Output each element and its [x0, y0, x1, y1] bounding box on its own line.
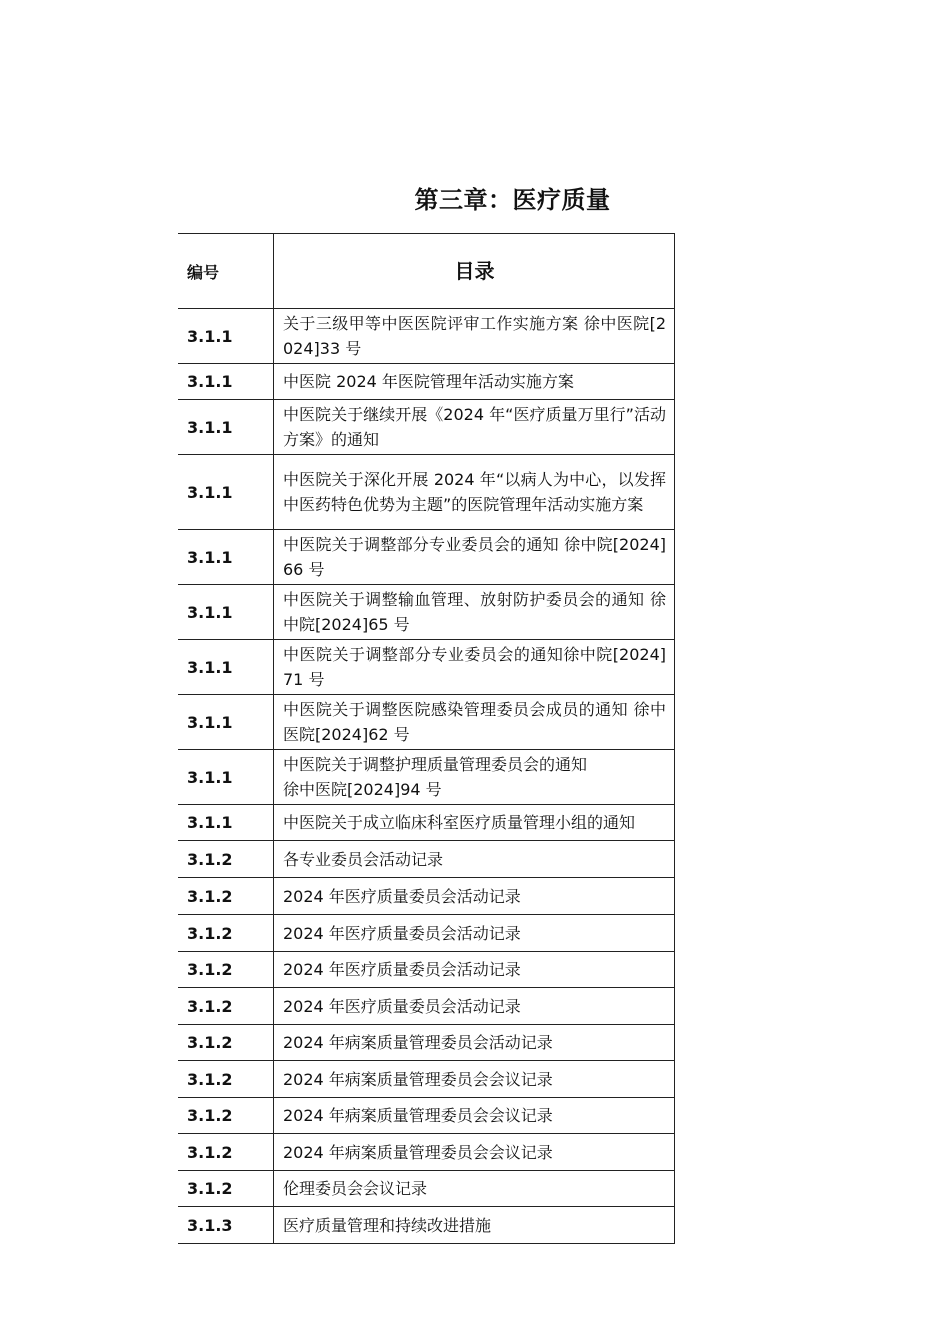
row-title: 2024 年病案质量管理委员会会议记录	[274, 1098, 675, 1134]
table-row	[178, 750, 675, 805]
page-title: 第三章：医疗质量	[414, 186, 611, 214]
row-number: 3.1.1	[178, 400, 274, 455]
table-row	[178, 988, 675, 1025]
row-number: 3.1.1	[178, 585, 274, 640]
table-row	[178, 1134, 675, 1171]
row-number: 3.1.1	[178, 805, 274, 841]
row-number: 3.1.2	[178, 1171, 274, 1207]
row-title: 2024 年医疗质量委员会活动记录	[274, 878, 675, 915]
table-row	[178, 1207, 675, 1244]
row-number: 3.1.2	[178, 915, 274, 952]
row-number: 3.1.2	[178, 1025, 274, 1061]
row-number: 3.1.2	[178, 1098, 274, 1134]
row-number: 3.1.2	[178, 1061, 274, 1098]
row-number: 3.1.1	[178, 750, 274, 805]
table-row	[178, 952, 675, 988]
row-title: 2024 年医疗质量委员会活动记录	[274, 915, 675, 952]
table-row	[178, 1025, 675, 1061]
table-row	[178, 585, 675, 640]
row-title: 中医院关于调整部分专业委员会的通知徐中院[2024]71 号	[274, 640, 675, 695]
row-number: 3.1.1	[178, 530, 274, 585]
row-title: 中医院关于调整护理质量管理委员会的通知 徐中医院[2024]94 号	[274, 750, 675, 805]
row-title: 关于三级甲等中医医院评审工作实施方案 徐中医院[2024]33 号	[274, 309, 675, 364]
row-number: 3.1.2	[178, 952, 274, 988]
table-row	[178, 1171, 675, 1207]
row-title: 2024 年医疗质量委员会活动记录	[274, 952, 675, 988]
contents-table	[178, 233, 675, 1244]
row-title: 2024 年病案质量管理委员会活动记录	[274, 1025, 675, 1061]
table-row	[178, 640, 675, 695]
table-row	[178, 364, 675, 400]
row-title: 中医院 2024 年医院管理年活动实施方案	[274, 364, 675, 400]
table-row	[178, 878, 675, 915]
row-number: 3.1.1	[178, 695, 274, 750]
table-row	[178, 530, 675, 585]
table-row	[178, 805, 675, 841]
row-title: 中医院关于调整部分专业委员会的通知 徐中院[2024]66 号	[274, 530, 675, 585]
row-title: 中医院关于调整输血管理、放射防护委员会的通知 徐中院[2024]65 号	[274, 585, 675, 640]
table-row	[178, 915, 675, 952]
row-title: 中医院关于调整医院感染管理委员会成员的通知 徐中医院[2024]62 号	[274, 695, 675, 750]
row-title: 2024 年病案质量管理委员会会议记录	[274, 1134, 675, 1171]
table-row	[178, 1061, 675, 1098]
row-title: 2024 年病案质量管理委员会会议记录	[274, 1061, 675, 1098]
row-number: 3.1.3	[178, 1207, 274, 1244]
row-number: 3.1.1	[178, 455, 274, 530]
row-title: 2024 年医疗质量委员会活动记录	[274, 988, 675, 1025]
row-number: 3.1.2	[178, 878, 274, 915]
table-row	[178, 1098, 675, 1134]
table-header-row	[178, 234, 675, 309]
row-title: 医疗质量管理和持续改进措施	[274, 1207, 675, 1244]
table-row	[178, 309, 675, 364]
table-row	[178, 841, 675, 878]
row-title: 各专业委员会活动记录	[274, 841, 675, 878]
row-number: 3.1.1	[178, 640, 274, 695]
table-row	[178, 455, 675, 530]
column-header-number: 编号	[178, 234, 274, 309]
row-number: 3.1.1	[178, 309, 274, 364]
row-number: 3.1.2	[178, 1134, 274, 1171]
row-number: 3.1.1	[178, 364, 274, 400]
row-number: 3.1.2	[178, 841, 274, 878]
row-number: 3.1.2	[178, 988, 274, 1025]
column-header-contents: 目录	[274, 234, 675, 309]
row-title: 中医院关于成立临床科室医疗质量管理小组的通知	[274, 805, 675, 841]
table-body	[178, 309, 675, 1244]
row-title: 中医院关于深化开展 2024 年“以病人为中心，以发挥中医药特色优势为主题”的医院管理年活动实施方案	[274, 455, 675, 530]
table-row	[178, 400, 675, 455]
row-title: 伦理委员会会议记录	[274, 1171, 675, 1207]
row-title: 中医院关于继续开展《2024 年“医疗质量万里行”活动方案》的通知	[274, 400, 675, 455]
table-row	[178, 695, 675, 750]
